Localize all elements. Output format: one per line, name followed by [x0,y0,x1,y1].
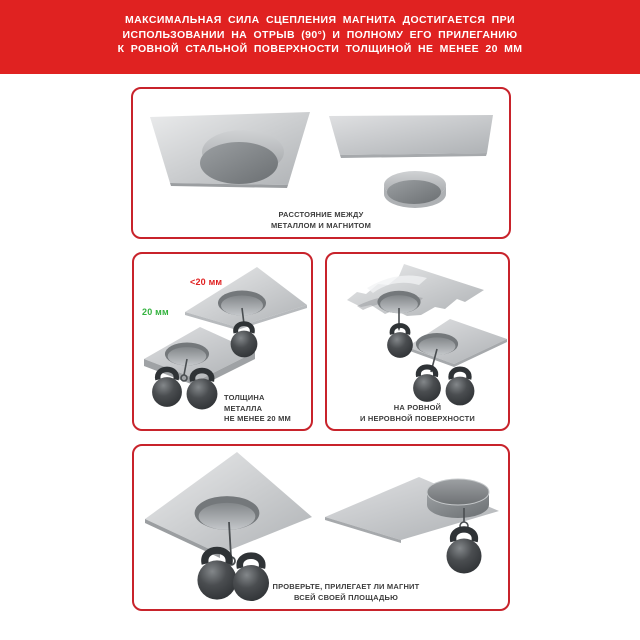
caption-line: НЕ МЕНЕЕ 20 ММ [224,414,291,423]
header-text-line-1: МАКСИМАЛЬНАЯ СИЛА СЦЕПЛЕНИЯ МАГНИТА ДОСТИГАЕТСЯ ПРИ [125,14,515,26]
panel-thickness [132,252,313,431]
caption-line: ВСЕЙ СВОЕЙ ПЛОЩАДЬЮ [293,593,399,602]
thickness-bad-label: <20 мм [190,277,223,287]
caption-line: РАССТОЯНИЕ МЕЖДУ [278,210,364,219]
caption-distance [133,209,509,231]
panel-distance [131,87,511,239]
header-text-line-2: ИСПОЛЬЗОВАНИИ НА ОТРЫВ (90°) И ПОЛНОМУ ЕГО ПРИЛЕГАНИЮ [122,28,518,41]
caption-full-contact [226,581,466,603]
header-banner [0,0,640,74]
caption-line: ПРОВЕРЬТЕ, ПРИЛЕГАЕТ ЛИ МАГНИТ [272,582,420,591]
caption-line: НА РОВНОЙ [393,403,442,412]
caption-surface [327,402,508,424]
caption-line: И НЕРОВНОЙ ПОВЕРХНОСТИ [360,414,475,423]
panel-surface [325,252,510,431]
caption-thickness [224,393,291,425]
thickness-good-label: 20 мм [142,307,169,317]
caption-line: МЕТАЛЛОМ И МАГНИТОМ [270,221,372,230]
panel-full-contact [132,444,510,611]
header-text-line-3: К РОВНОЙ СТАЛЬНОЙ ПОВЕРХНОСТИ ТОЛЩИНОЙ НЕ МЕНЕЕ 20 ММ [117,43,523,55]
caption-line: МЕТАЛЛА [224,403,263,413]
caption-line: ТОЛЩИНА [224,393,265,402]
